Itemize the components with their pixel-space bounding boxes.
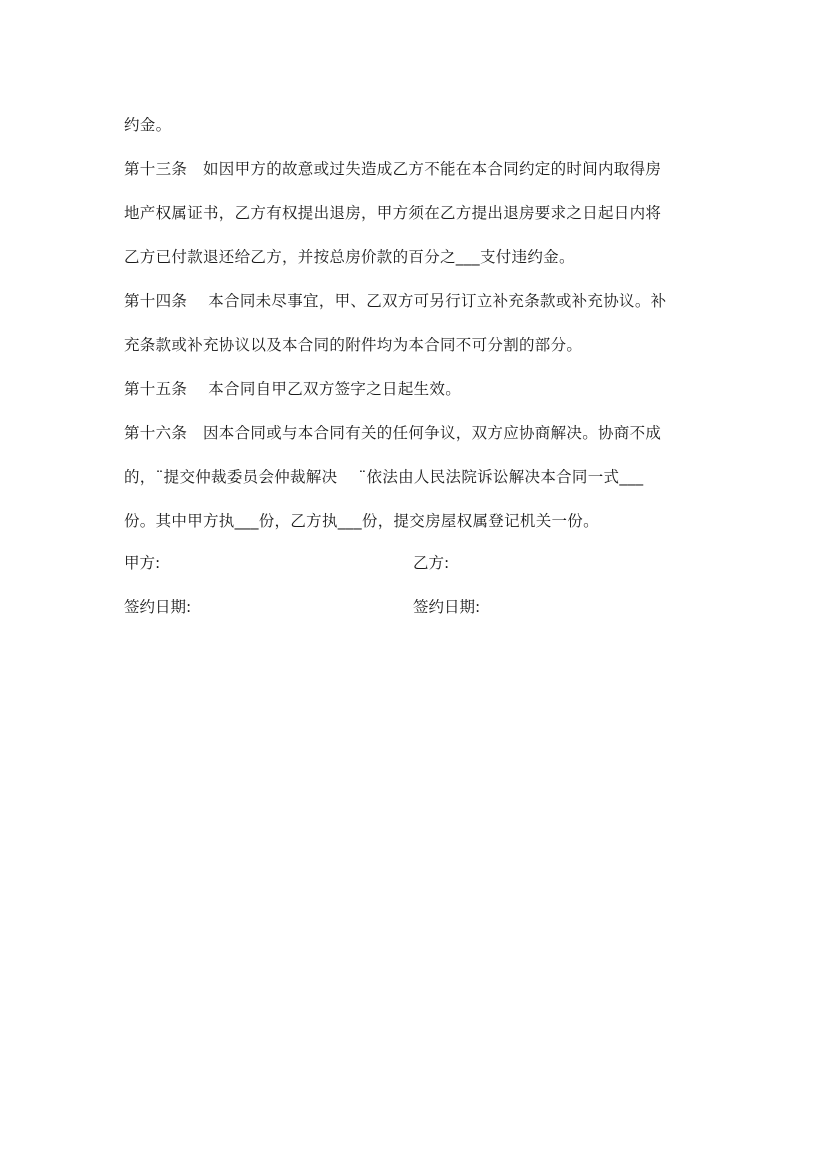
party-b-label: 乙方: — [413, 554, 450, 572]
party-a-label: 甲方: — [124, 554, 161, 572]
party-a-date-label: 签约日期: — [124, 598, 192, 616]
article-16-line-2: 的，¨提交仲裁委员会仲裁解决 ¨依法由人民法院诉讼解决本合同一式___ — [124, 468, 644, 486]
article-13-line-3: 乙方已付款退还给乙方，并按总房价款的百分之___支付违约金。 — [124, 248, 575, 266]
article-15-line: 第十五条 本合同自甲乙双方签字之日起生效。 — [124, 380, 462, 398]
article-13-line-1: 第十三条 如因甲方的故意或过失造成乙方不能在本合同约定的时间内取得房 — [124, 160, 662, 178]
article-14-line-2: 充条款或补充协议以及本合同的附件均为本合同不可分割的部分。 — [124, 336, 583, 354]
paragraph-line: 约金。 — [124, 116, 172, 134]
party-b-date-label: 签约日期: — [413, 598, 481, 616]
article-14-line-1: 第十四条 本合同未尽事宜，甲、乙双方可另行订立补充条款或补充协议。补 — [124, 292, 667, 310]
article-16-line-1: 第十六条 因本合同或与本合同有关的任何争议，双方应协商解决。协商不成 — [124, 424, 662, 442]
article-13-line-2: 地产权属证书，乙方有权提出退房，甲方须在乙方提出退房要求之日起日内将 — [124, 204, 662, 222]
article-16-line-3: 份。其中甲方执___份，乙方执___份，提交房屋权属登记机关一份。 — [124, 512, 599, 530]
